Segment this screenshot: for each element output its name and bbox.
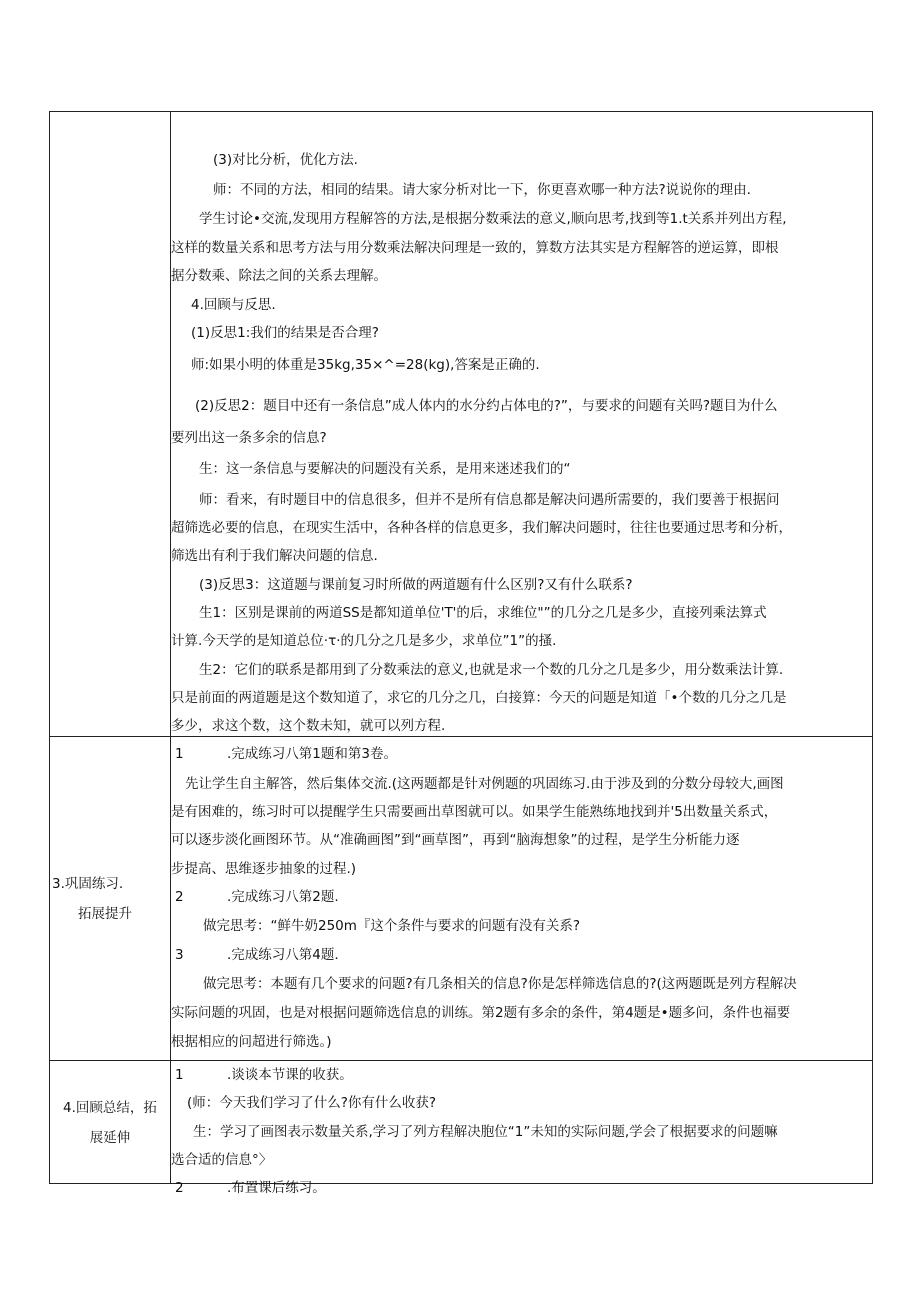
row-label-line: 展延伸 — [89, 1129, 131, 1146]
text-line: 筛选出有利于我们解决问题的信息. — [171, 548, 378, 564]
text-line: 据分数乘、除法之间的关系去理解。 — [171, 268, 387, 284]
text-line: 实际问题的巩固，也是对根据问题筛选信息的训练。第2题有多余的条件，第4题是•题多问，条件也福要 — [171, 1005, 791, 1021]
text-line: (3)反思3：这道题与课前复习时所做的两道题有什么区别?又有什么联系? — [199, 577, 633, 593]
item-text: .完成练习八第2题. — [227, 889, 339, 905]
item-text: .布置课后练习。 — [227, 1180, 326, 1196]
list-item — [171, 1065, 872, 1085]
list-item — [171, 945, 872, 965]
text-line: 步提高、思维逐步抽象的过程.) — [171, 861, 357, 877]
row-content — [171, 1061, 872, 1196]
row-label-line: 3.巩固练习. — [52, 875, 124, 892]
text-line: 师：不同的方法，相同的结果。请大家分析对比一下，你更喜欢哪一种方法?说说你的理由. — [213, 182, 751, 198]
item-text: .谈谈本节课的收获。 — [227, 1067, 353, 1083]
row-content — [171, 737, 872, 1060]
lesson-table — [49, 111, 873, 1196]
text-line: 多少，求这个数，这个数未知，就可以列方程. — [171, 718, 446, 734]
text-line: (2)反思2：题目中还有一条信息”成人体内的水分约占体电的?”，与要求的问题有关吗?题目为什么 — [195, 398, 778, 414]
text-line: 师:如果小明的体重是35kg,35×^=28(kg),答案是正确的. — [191, 357, 540, 373]
text-line: 超筛选必要的信息，在现实生活中，各种各样的信息更多，我们解决问题时，往往也要通过思考和分析， — [171, 520, 792, 536]
row-label — [50, 737, 171, 1060]
item-number: 1 — [175, 1067, 184, 1083]
text-line: 生1：区别是课前的两道SS是都知道单位'T'的后，求维位"”的几分之几是多少，直接列乘法算式 — [199, 605, 767, 621]
text-line: 做完思考：本题有几个要求的问题?有几条相关的信息?你是怎样筛选信息的?(这两题既是列方程解决 — [203, 976, 797, 992]
row-label-line: 拓展提升 — [78, 905, 132, 922]
text-line: (1)反思1:我们的结果是否合理? — [191, 325, 379, 341]
text-line: 生：这一条信息与要解决的问题没有关系，是用来迷述我们的“ — [199, 461, 571, 477]
item-text: .完成练习八第1题和第3卷。 — [227, 746, 397, 762]
item-number: 2 — [175, 1180, 184, 1196]
text-line: 只是前面的两道题是这个数知道了，求它的几分之几，白接算：今天的问题是知道「•个数的几分之几是 — [171, 690, 787, 706]
list-item — [171, 887, 872, 907]
text-line: 根据相应的问超进行筛选。) — [171, 1034, 332, 1050]
table-row — [50, 112, 872, 737]
row-label-empty — [50, 112, 171, 736]
text-line: 这样的数量关系和思考方法与用分数乘法解决问理是一致的，算数方法其实是方程解答的逆运算，即根 — [171, 240, 779, 256]
row-label-line: 4.回顾总结，拓 — [63, 1099, 157, 1116]
list-item — [171, 744, 872, 764]
text-line: 师：看来，有时题目中的信息很多，但并不是所有信息都是解决问遇所需要的，我们要善于根据问 — [199, 492, 780, 508]
text-line: 选合适的信息°〉 — [171, 1152, 273, 1168]
item-text: .完成练习八第4题. — [227, 947, 339, 963]
text-line: 做完思考：“鲜牛奶250m『这个条件与要求的问题有没有关系? — [203, 918, 581, 934]
text-line: 是有困难的，练习时可以提醒学生只需要画出草图就可以。如果学生能熟练地找到并'5出数量关系式， — [171, 804, 778, 820]
text-line: 生2：它们的联系是都用到了分数乘法的意义,也就是求一个数的几分之几是多少，用分数乘法计算. — [199, 662, 784, 678]
row-label — [50, 1061, 171, 1184]
text-line: (师：今天我们学习了什么?你有什么收获? — [187, 1095, 437, 1111]
table-row — [50, 1061, 872, 1196]
text-line: (3)对比分析，优化方法. — [213, 152, 358, 168]
text-line: 要列出这一条多余的信息? — [171, 430, 327, 446]
list-item — [171, 1178, 872, 1198]
item-number: 1 — [175, 746, 184, 762]
text-line: 4.回顾与反思. — [191, 297, 276, 313]
text-line: 可以逐步淡化画图环节。从“准确画图”到“画草图”，再到“脑海想象”的过程，是学生分析能力逐 — [171, 832, 740, 848]
text-line: 生：学习了画图表示数量关系,学习了列方程解决胞位“1”未知的实际问题,学会了根据要求的问题嘛 — [193, 1124, 778, 1140]
item-number: 2 — [175, 889, 184, 905]
text-line: 学生讨论•交流,发现用方程解答的方法,是根据分数乘法的意义,顺向思考,找到等1.t关系并列出方程, — [199, 211, 787, 227]
text-line: 先让学生自主解答，然后集体交流.(这两题都是针对例题的巩固练习.由于涉及到的分数分母较大,画图 — [185, 776, 784, 792]
text-line: 计算.今天学的是知道总位·τ·的几分之几是多少，求单位”1”的搔. — [171, 633, 557, 649]
item-number: 3 — [175, 947, 184, 963]
row-content — [171, 112, 872, 736]
table-row — [50, 737, 872, 1061]
